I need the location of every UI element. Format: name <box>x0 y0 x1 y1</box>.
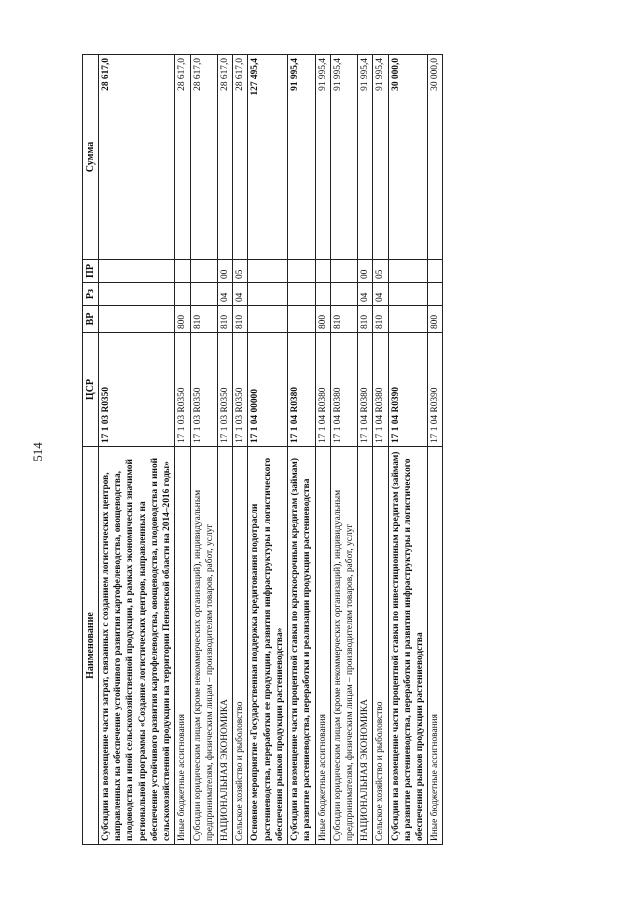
cell-csr: 17 1 03 R0350 <box>175 333 190 447</box>
cell-vr: 800 <box>175 306 190 333</box>
cell-csr: 17 1 03 R0350 <box>217 333 232 447</box>
cell-name: Иные бюджетные ассигнования <box>315 447 330 845</box>
cell-pr: 05 <box>233 260 248 283</box>
cell-rz: 04 <box>358 283 373 306</box>
table-row <box>217 55 232 845</box>
table-row <box>330 55 357 845</box>
table-row <box>233 55 248 845</box>
cell-rz <box>288 283 315 306</box>
cell-csr: 17 1 04 R0380 <box>330 333 357 447</box>
table-row <box>315 55 330 845</box>
header-csr: ЦСР <box>83 333 99 447</box>
cell-pr <box>428 260 443 283</box>
table-header-row <box>83 55 99 845</box>
cell-rz <box>248 283 288 306</box>
table-row <box>373 55 388 845</box>
cell-name: Сельское хозяйство и рыболовство <box>233 447 248 845</box>
cell-pr <box>315 260 330 283</box>
cell-csr: 17 1 04 R0380 <box>315 333 330 447</box>
cell-csr: 17 1 03 R0350 <box>99 333 175 447</box>
cell-sum: 30 000,0 <box>388 55 428 260</box>
cell-name: Сельское хозяйство и рыболовство <box>373 447 388 845</box>
cell-pr <box>99 260 175 283</box>
cell-rz <box>99 283 175 306</box>
cell-rz: 04 <box>373 283 388 306</box>
cell-rz: 04 <box>217 283 232 306</box>
cell-name: Субсидии юридическим лицам (кроме некоммерческих организаций), индивидуальным предпринимателям, физическим лицам – производителям товаров, работ, услуг <box>330 447 357 845</box>
cell-csr: 17 1 04 R0390 <box>428 333 443 447</box>
header-name: Наименование <box>83 447 99 845</box>
cell-name: Субсидии на возмещение части затрат, связанных с созданием логистических центров, направленных на обеспечение устойчивого развития картофелеводства, овощеводства, плодоводства и иной сельскохозяйственной продукции, в рамках экономически значимой региональной программы «Создание логистических центров, направленных на обеспечение устойчивого развития картофелеводства, овощеводства, плодоводства и иной сельскохозяйственной продукции на территории Пензенской области на 2014–2016 годы» <box>99 447 175 845</box>
cell-rz <box>175 283 190 306</box>
cell-name: Субсидии юридическим лицам (кроме некоммерческих организаций), индивидуальным предпринимателям, физическим лицам – производителям товаров, работ, услуг <box>190 447 217 845</box>
cell-vr: 810 <box>233 306 248 333</box>
cell-pr <box>175 260 190 283</box>
cell-name: Субсидии на возмещение части процентной ставки по инвестиционным кредитам (займам) на развитие растениеводства, переработки и развития инфраструктуры и логистического обеспечения рынков продукции растениеводства <box>388 447 428 845</box>
cell-vr <box>248 306 288 333</box>
cell-csr: 17 1 04 R0390 <box>388 333 428 447</box>
cell-sum: 30 000,0 <box>428 55 443 260</box>
cell-pr <box>288 260 315 283</box>
header-rz: Рз <box>83 283 99 306</box>
page-number: 514 <box>30 442 45 462</box>
header-vr: ВР <box>83 306 99 333</box>
cell-pr: 00 <box>217 260 232 283</box>
cell-name: НАЦИОНАЛЬНАЯ ЭКОНОМИКА <box>217 447 232 845</box>
cell-sum: 28 617,0 <box>175 55 190 260</box>
cell-name: НАЦИОНАЛЬНАЯ ЭКОНОМИКА <box>358 447 373 845</box>
cell-csr: 17 1 04 R0380 <box>373 333 388 447</box>
cell-sum: 91 995,4 <box>315 55 330 260</box>
budget-table <box>82 54 443 845</box>
cell-csr: 17 1 04 R0380 <box>358 333 373 447</box>
cell-sum: 91 995,4 <box>330 55 357 260</box>
cell-vr <box>99 306 175 333</box>
cell-rz: 04 <box>233 283 248 306</box>
table-row <box>248 55 288 845</box>
cell-vr: 800 <box>315 306 330 333</box>
cell-sum: 91 995,4 <box>288 55 315 260</box>
cell-sum: 91 995,4 <box>373 55 388 260</box>
cell-name: Иные бюджетные ассигнования <box>175 447 190 845</box>
table-row <box>358 55 373 845</box>
table-row <box>190 55 217 845</box>
header-pr: ПР <box>83 260 99 283</box>
cell-rz <box>315 283 330 306</box>
cell-pr <box>330 260 357 283</box>
cell-vr: 800 <box>428 306 443 333</box>
rotated-table-container <box>82 55 443 845</box>
cell-pr <box>190 260 217 283</box>
cell-sum: 28 617,0 <box>190 55 217 260</box>
cell-rz <box>388 283 428 306</box>
cell-csr: 17 1 03 R0350 <box>233 333 248 447</box>
cell-name: Субсидии на возмещение части процентной ставки по краткосрочным кредитам (займам) на развитие растениеводства, переработки и реализации продукции растениеводства <box>288 447 315 845</box>
cell-vr: 810 <box>217 306 232 333</box>
cell-vr: 810 <box>358 306 373 333</box>
cell-name: Иные бюджетные ассигнования <box>428 447 443 845</box>
table-row <box>388 55 428 845</box>
cell-csr: 17 1 03 R0350 <box>190 333 217 447</box>
cell-rz <box>330 283 357 306</box>
table-row <box>175 55 190 845</box>
cell-vr: 810 <box>330 306 357 333</box>
header-sum: Сумма <box>83 55 99 260</box>
table-row <box>288 55 315 845</box>
cell-vr: 810 <box>190 306 217 333</box>
cell-rz <box>428 283 443 306</box>
cell-csr: 17 1 04 R0380 <box>288 333 315 447</box>
table-row <box>428 55 443 845</box>
cell-vr: 810 <box>373 306 388 333</box>
cell-pr <box>388 260 428 283</box>
cell-sum: 91 995,4 <box>358 55 373 260</box>
cell-sum: 28 617,0 <box>217 55 232 260</box>
cell-pr: 00 <box>358 260 373 283</box>
cell-name: Основное мероприятие «Государственная поддержка кредитования подотрасли растениеводства, переработки ее продукции, развития инфраструктуры и логистического обеспечения рынков продукции растениеводства» <box>248 447 288 845</box>
cell-sum: 127 495,4 <box>248 55 288 260</box>
cell-pr: 05 <box>373 260 388 283</box>
cell-csr: 17 1 04 00000 <box>248 333 288 447</box>
cell-vr <box>288 306 315 333</box>
cell-sum: 28 617,0 <box>99 55 175 260</box>
cell-rz <box>190 283 217 306</box>
cell-vr <box>388 306 428 333</box>
table-body <box>99 55 443 845</box>
cell-pr <box>248 260 288 283</box>
cell-sum: 28 617,0 <box>233 55 248 260</box>
table-row <box>99 55 175 845</box>
